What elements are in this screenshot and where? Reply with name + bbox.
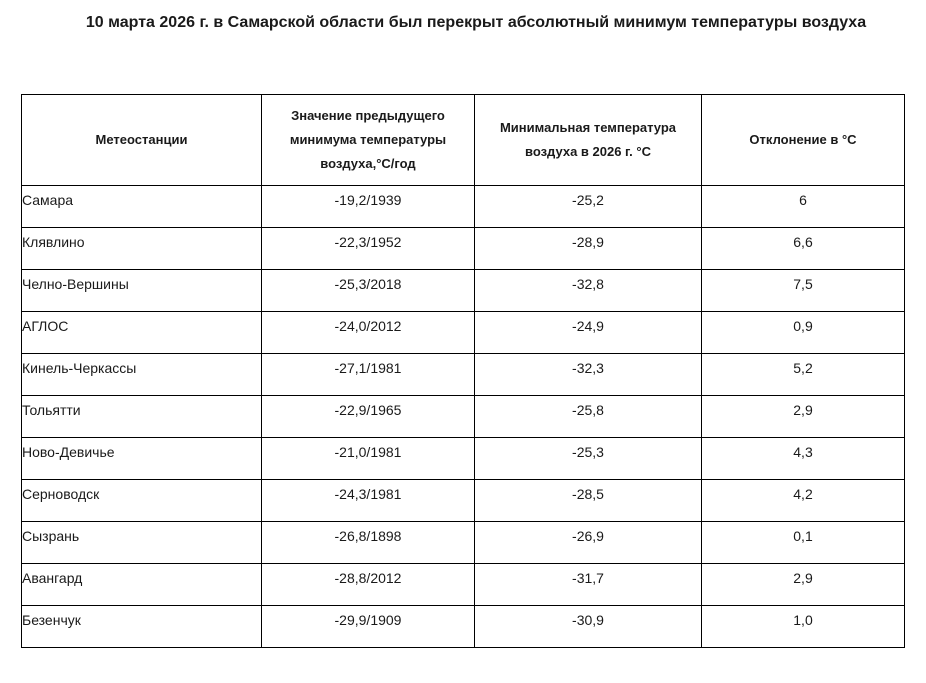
previous-min-value: -19,2/1939 — [262, 186, 475, 228]
table-row — [22, 186, 905, 228]
table-row — [22, 522, 905, 564]
deviation-value: 1,0 — [702, 606, 905, 648]
previous-min-value: -29,9/1909 — [262, 606, 475, 648]
table-row — [22, 228, 905, 270]
deviation-value: 6,6 — [702, 228, 905, 270]
deviation-value: 4,3 — [702, 438, 905, 480]
station-name: Тольятти — [22, 396, 262, 438]
station-name: Челно-Вершины — [22, 270, 262, 312]
deviation-value: 5,2 — [702, 354, 905, 396]
deviation-value: 2,9 — [702, 564, 905, 606]
temperature-table — [21, 94, 905, 648]
station-name: АГЛОС — [22, 312, 262, 354]
previous-min-value: -27,1/1981 — [262, 354, 475, 396]
deviation-value: 4,2 — [702, 480, 905, 522]
station-name: Самара — [22, 186, 262, 228]
station-name: Серноводск — [22, 480, 262, 522]
table-row — [22, 270, 905, 312]
station-name: Ново-Девичье — [22, 438, 262, 480]
header-row — [22, 95, 905, 186]
station-name: Клявлино — [22, 228, 262, 270]
previous-min-value: -24,0/2012 — [262, 312, 475, 354]
min-2026-value: -25,8 — [475, 396, 702, 438]
previous-min-value: -22,3/1952 — [262, 228, 475, 270]
deviation-value: 7,5 — [702, 270, 905, 312]
previous-min-value: -25,3/2018 — [262, 270, 475, 312]
min-2026-value: -32,8 — [475, 270, 702, 312]
min-2026-value: -28,5 — [475, 480, 702, 522]
deviation-value: 6 — [702, 186, 905, 228]
previous-min-value: -28,8/2012 — [262, 564, 475, 606]
station-name: Авангард — [22, 564, 262, 606]
min-2026-value: -25,2 — [475, 186, 702, 228]
table-row — [22, 564, 905, 606]
header-deviation: Отклонение в °С — [702, 95, 905, 186]
table-row — [22, 312, 905, 354]
header-min-2026: Минимальная температура воздуха в 2026 г. °С — [475, 95, 702, 186]
min-2026-value: -30,9 — [475, 606, 702, 648]
previous-min-value: -21,0/1981 — [262, 438, 475, 480]
table-row — [22, 354, 905, 396]
deviation-value: 2,9 — [702, 396, 905, 438]
station-name: Сызрань — [22, 522, 262, 564]
header-previous-min: Значение предыдущего минимума температуры воздуха,°С/год — [262, 95, 475, 186]
min-2026-value: -28,9 — [475, 228, 702, 270]
station-name: Кинель-Черкассы — [22, 354, 262, 396]
min-2026-value: -24,9 — [475, 312, 702, 354]
min-2026-value: -25,3 — [475, 438, 702, 480]
deviation-value: 0,9 — [702, 312, 905, 354]
header-stations: Метеостанции — [22, 95, 262, 186]
deviation-value: 0,1 — [702, 522, 905, 564]
table-header — [22, 95, 905, 186]
previous-min-value: -24,3/1981 — [262, 480, 475, 522]
min-2026-value: -26,9 — [475, 522, 702, 564]
table-row — [22, 480, 905, 522]
table-row — [22, 606, 905, 648]
min-2026-value: -31,7 — [475, 564, 702, 606]
table-body — [22, 186, 905, 648]
min-2026-value: -32,3 — [475, 354, 702, 396]
table-row — [22, 396, 905, 438]
station-name: Безенчук — [22, 606, 262, 648]
table-row — [22, 438, 905, 480]
previous-min-value: -22,9/1965 — [262, 396, 475, 438]
page-title: 10 марта 2026 г. в Самарской области был перекрыт абсолютный минимум температуры воздуха — [85, 14, 867, 31]
previous-min-value: -26,8/1898 — [262, 522, 475, 564]
